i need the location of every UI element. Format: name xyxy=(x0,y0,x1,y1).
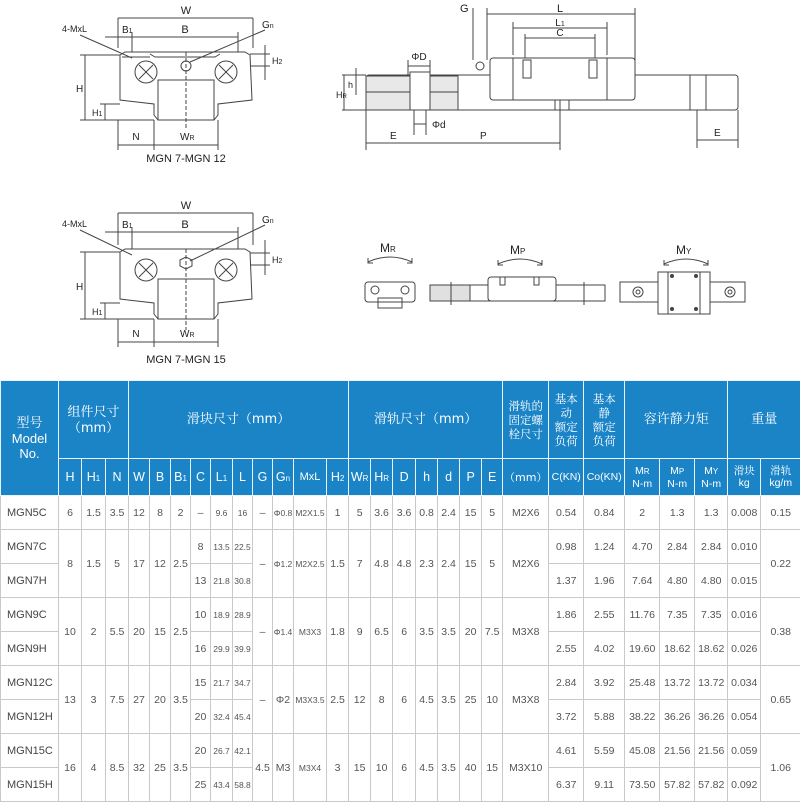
front-view-diagram-1 xyxy=(50,0,310,170)
dim-h-label: h xyxy=(348,80,353,90)
dim-h-label: H xyxy=(76,282,83,293)
dim-h2-label: H2 xyxy=(272,56,283,66)
col-n: N xyxy=(106,459,129,496)
header-static-load: 基本 静 额定 负荷 xyxy=(584,381,625,459)
col-h2: H2 xyxy=(327,459,349,496)
col-c0-kn: Co(KN) xyxy=(584,459,625,496)
model-cell: MGN9C xyxy=(1,598,59,632)
col-h1: H1 xyxy=(82,459,106,496)
moment-mp-label: MP xyxy=(510,243,525,257)
col-e: E xyxy=(482,459,503,496)
col-bolt-unit: （mm） xyxy=(503,459,549,496)
table-row: MGN15H 25 43.4 58.8 6.37 9.11 73.50 57.82 57.82 0.092 xyxy=(1,768,800,802)
dim-p-label: P xyxy=(480,131,487,142)
col-w: W xyxy=(129,459,150,496)
col-p: P xyxy=(460,459,482,496)
table-row: MGN12C 13 3 7.5 27 20 3.5 15 21.7 34.7 – Φ2 M3X3.5 2.5 12 8 6 4.5 3.5 25 10 M3X8 2.84 3.92 25.48 13.72 13.72 0.034 0.65 xyxy=(1,666,800,700)
header-model: 型号 Model No. xyxy=(1,381,59,496)
col-wr: WR xyxy=(349,459,371,496)
dim-gn-label: Gn xyxy=(262,20,274,31)
dim-w-label: W xyxy=(181,200,192,212)
dim-phid-big-label: ΦD xyxy=(411,52,426,63)
moment-mr-label: MR xyxy=(380,241,396,255)
model-cell: MGN9H xyxy=(1,632,59,666)
dim-h1-label: H1 xyxy=(92,108,103,118)
dim-l-label: L xyxy=(557,3,563,15)
col-h-small: h xyxy=(416,459,438,496)
model-cell: MGN5C xyxy=(1,496,59,530)
dim-wr-label: WR xyxy=(180,132,195,143)
col-b: B xyxy=(150,459,171,496)
col-d-small: d xyxy=(438,459,460,496)
table-row: MGN9H 16 29.9 39.9 2.55 4.02 19.60 18.62 18.62 0.026 xyxy=(1,632,800,666)
model-cell: MGN7H xyxy=(1,564,59,598)
model-cell: MGN7C xyxy=(1,530,59,564)
figure-caption: MGN 7-MGN 12 xyxy=(146,153,225,165)
model-cell: MGN15C xyxy=(1,734,59,768)
col-block-weight: 滑块 kg xyxy=(728,459,761,496)
col-mp: MP N-m xyxy=(660,459,695,496)
header-dynamic-load: 基本 动 额定 负荷 xyxy=(549,381,584,459)
front-view-diagram-2 xyxy=(50,195,310,370)
dim-n-label: N xyxy=(132,132,139,143)
dim-h2-label: H2 xyxy=(272,255,283,265)
col-b1: B1 xyxy=(171,459,191,496)
dim-b-label: B xyxy=(181,219,188,231)
col-h: H xyxy=(59,459,82,496)
dim-b-label: B xyxy=(181,24,188,36)
col-gn: Gn xyxy=(273,459,294,496)
dim-c-label: C xyxy=(556,28,563,39)
dim-mxl-label: 4-MxL xyxy=(62,219,87,229)
dim-wr-label: WR xyxy=(180,329,195,340)
table-row: MGN9C 10 2 5.5 20 15 2.5 10 18.9 28.9 – Φ1.4 M3X3 1.8 9 6.5 6 3.5 3.5 20 7.5 M3X8 1.86 2.55 11.76 7.35 7.35 0.016 0.38 xyxy=(1,598,800,632)
dim-hr-label: HR xyxy=(336,90,348,100)
table-row: MGN15C 16 4 8.5 32 25 3.5 20 26.7 42.1 4.5 M3 M3X4 3 15 10 6 4.5 3.5 40 15 M3X10 4.61 5.59 45.08 21.56 21.56 0.059 1.06 xyxy=(1,734,800,768)
moment-my-label: MY xyxy=(676,243,692,257)
header-block: 滑块尺寸（mm） xyxy=(129,381,349,459)
dim-h-label: H xyxy=(76,84,83,95)
col-g: G xyxy=(253,459,273,496)
header-weight: 重量 xyxy=(728,381,800,459)
header-moment: 容许静力矩 xyxy=(625,381,728,459)
spec-table xyxy=(0,380,800,802)
col-l: L xyxy=(233,459,253,496)
col-mxl: MxL xyxy=(294,459,327,496)
dim-e-left-label: E xyxy=(390,131,397,142)
figure-caption: MGN 7-MGN 15 xyxy=(146,354,225,366)
table-row: MGN7H 13 21.8 30.8 1.37 1.96 7.64 4.80 4.80 0.015 xyxy=(1,564,800,598)
col-hr: HR xyxy=(371,459,393,496)
col-d-big: D xyxy=(393,459,416,496)
table-row: MGN12H 20 32.4 45.4 3.72 5.88 38.22 36.26 36.26 0.054 xyxy=(1,700,800,734)
dim-phid-small-label: Φd xyxy=(432,120,446,131)
table-row: MGN5C 6 1.5 3.5 12 8 2 – 9.6 16 – Φ0.8 M2X1.5 1 5 3.6 3.6 0.8 2.4 15 5 M2X6 0.54 0.84 2 1.3 1.3 0.008 0.15 xyxy=(1,496,800,530)
dim-e-right-label: E xyxy=(714,128,721,139)
header-bolt: 滑轨的 固定螺 栓尺寸 xyxy=(503,381,549,459)
moment-diagrams xyxy=(350,230,800,320)
model-cell: MGN12H xyxy=(1,700,59,734)
col-c-kn: C(KN) xyxy=(549,459,584,496)
dim-b1-label: B1 xyxy=(122,220,133,231)
col-mr: MR N-m xyxy=(625,459,660,496)
col-my: MY N-m xyxy=(695,459,728,496)
col-rail-weight: 滑轨 kg/m xyxy=(761,459,800,496)
model-cell: MGN12C xyxy=(1,666,59,700)
dim-l1-label: L1 xyxy=(555,18,565,29)
col-l1: L1 xyxy=(211,459,233,496)
dim-mxl-label: 4-MxL xyxy=(62,24,87,34)
header-assembly: 组件尺寸 （mm） xyxy=(59,381,129,459)
dim-n-label: N xyxy=(132,329,139,340)
dim-w-label: W xyxy=(181,5,192,17)
model-cell: MGN15H xyxy=(1,768,59,802)
dim-gn-label: Gn xyxy=(262,215,274,226)
side-view-diagram xyxy=(330,0,800,150)
dim-g-label: G xyxy=(460,3,469,15)
table-row: MGN7C 8 1.5 5 17 12 2.5 8 13.5 22.5 – Φ1.2 M2X2.5 1.5 7 4.8 4.8 2.3 2.4 15 5 M2X6 0.98 1.24 4.70 2.84 2.84 0.010 0.22 xyxy=(1,530,800,564)
col-c: C xyxy=(191,459,211,496)
dim-b1-label: B1 xyxy=(122,25,133,36)
header-rail: 滑轨尺寸（mm） xyxy=(349,381,503,459)
dim-h1-label: H1 xyxy=(92,307,103,317)
